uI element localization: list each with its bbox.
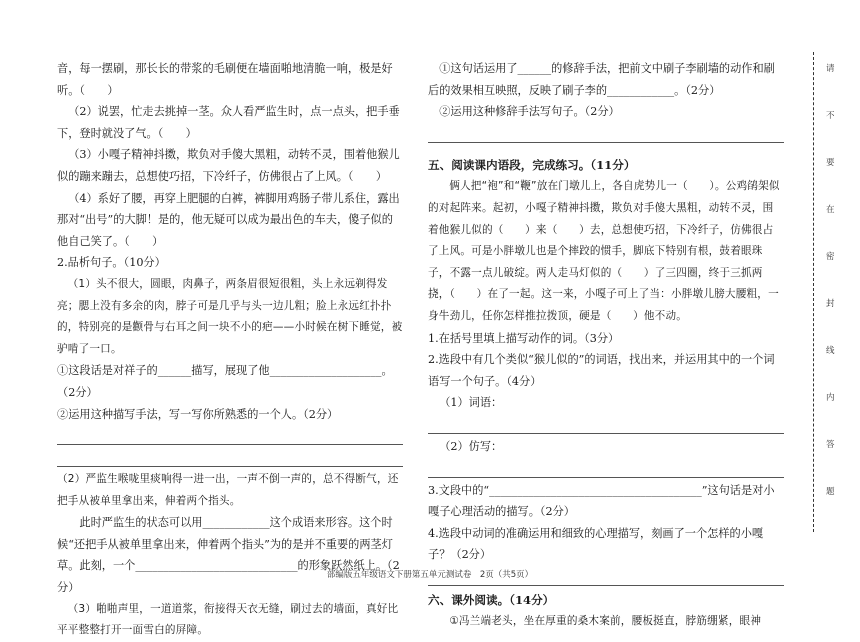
page-footer: 部编版五年级语文下册第五单元测试卷 2页（共5页）	[326, 570, 534, 580]
seal-label: 在	[826, 205, 835, 215]
answer-label: （2）仿写：	[439, 439, 503, 453]
seal-line	[813, 52, 814, 532]
answer-label: （1）词语：	[439, 396, 503, 410]
question-item: 3.文段中的“______________________________________”这句话是对小嘎子心理活动的描写。（2分）	[428, 483, 775, 519]
section-heading: 六、课外阅读。（14分）	[428, 592, 555, 607]
question-item: 1.在括号里填上描写动作的词。（3分）	[428, 331, 620, 345]
seal-label: 题	[826, 487, 835, 497]
question-item: 4.选段中动词的准确运用和细致的心理描写，刻画了一个怎样的小嘎子？（2分）	[428, 526, 764, 562]
question-item: （4）系好了腰，再穿上肥腿的白裤，裤脚用鸡肠子带儿系住，露出那对“出号”的大脚！是的，他无疑可以成为最出色的车夫，傻子似的他自己笑了。（ ）	[57, 191, 400, 248]
question-item: 2.选段中有几个类似“猴儿似的”的词语，找出来，并运用其中的一个词语写一个句子。（4分）	[428, 353, 775, 388]
reading-passage: （3）啪啪声里，一道道浆，衔接得天衣无缝，刷过去的墙面，真好比平平整整打开一面雪白的屏障。	[57, 602, 399, 637]
question-item: （2）说罢，忙走去挑掉一茎。众人看严监生时，点一点头，把手垂下，登时就没了气。（ ）	[57, 105, 400, 140]
answer-line[interactable]	[57, 447, 403, 467]
answer-line[interactable]	[428, 458, 784, 478]
answer-line[interactable]	[428, 123, 784, 143]
question-heading: 2.品析句子。（10分）	[57, 256, 166, 270]
reading-passage: 俩人把“袍”和“鞭”放在门墩儿上，各自虎势儿一（ ）。公鸡鹐架似的对起阵来。起初，小嘎子精神抖擞，欺负对手傻大黑粗，动转不灵，围着他猴儿似的（ ）来（ ）去，总想使巧招，下冷纤子，仿佛很占了上风。可是小胖墩儿也是个摔跤的惯手，脚底下特别有根，鼓着眼珠子，不露一点儿破绽。两人走马灯似的（ ）了三四圈，终于三抓两挠，（ ）在了一起。这一来，小嘎子可上了当：小胖墩儿膀大腰粗，一身牛劲儿，任你怎样推拉拨顶，硬是（ ）他不动。	[428, 180, 780, 322]
seal-label: 线	[826, 346, 835, 356]
reading-passage: ①冯兰端老头，坐在厚重的桑木案前，腰板挺直，脖筋绷紧，眼神	[449, 615, 762, 628]
question-item: （3）小嘎子精神抖擞，欺负对手傻大黑粗，动转不灵，围着他猴儿似的蹦来蹦去，总想使巧招，下冷纤子，仿佛很占了上风。（ ）	[57, 148, 400, 183]
seal-label: 不	[826, 111, 835, 121]
seal-label: 内	[826, 393, 835, 403]
text-line: 音，每一摆刷，那长长的带浆的毛刷便在墙面啪地清脆一响，极是好听。（ ）	[57, 62, 393, 97]
question-item: ①这句话运用了______的修辞手法，把前文中刷子李刷墙的动作和刷后的效果相互映照，反映了刷子李的____________。（2分）	[428, 62, 775, 97]
answer-line[interactable]	[57, 425, 403, 445]
section-heading: 五、阅读课内语段，完成练习。（11分）	[428, 157, 636, 172]
seal-label: 要	[826, 158, 835, 168]
seal-label: 答	[826, 440, 835, 450]
question-item: ②运用这种修辞手法写句子。（2分）	[439, 105, 620, 119]
seal-label: 请	[826, 64, 835, 74]
reading-passage: （2）严监生喉咙里痰响得一进一出，一声不倒一声的，总不得断气，还把手从被单里拿出来，伸着两个指头。	[57, 473, 399, 507]
left-column	[57, 58, 403, 642]
reading-passage: （1）头不很大，圆眼，肉鼻子，两条眉很短很粗，头上永远剃得发亮；腮上没有多余的肉，脖子可是几乎与头一边儿粗；脸上永远红扑扑的，特别亮的是颧骨与右耳之间一块不小的疤——小时候在树下睡觉，被驴啃了一口。	[57, 277, 403, 355]
right-column	[428, 58, 784, 633]
seal-label: 密	[826, 252, 835, 262]
seal-label: 封	[826, 299, 835, 309]
question-item: ①这段话是对祥子的______描写，展现了他____________________。（2分）	[57, 364, 393, 399]
question-item: 此时严监生的状态可以用____________这个成语来形容。这个时候“还把手从被单里拿出来，伸着两个指头”为的是并不重要的两茎灯草。此刻，一个_____________________________的形象跃然纸上。（2分）	[57, 516, 400, 595]
question-item: ②运用这种描写手法，写一写你所熟悉的一个人。（2分）	[57, 407, 339, 421]
answer-line[interactable]	[428, 414, 784, 434]
